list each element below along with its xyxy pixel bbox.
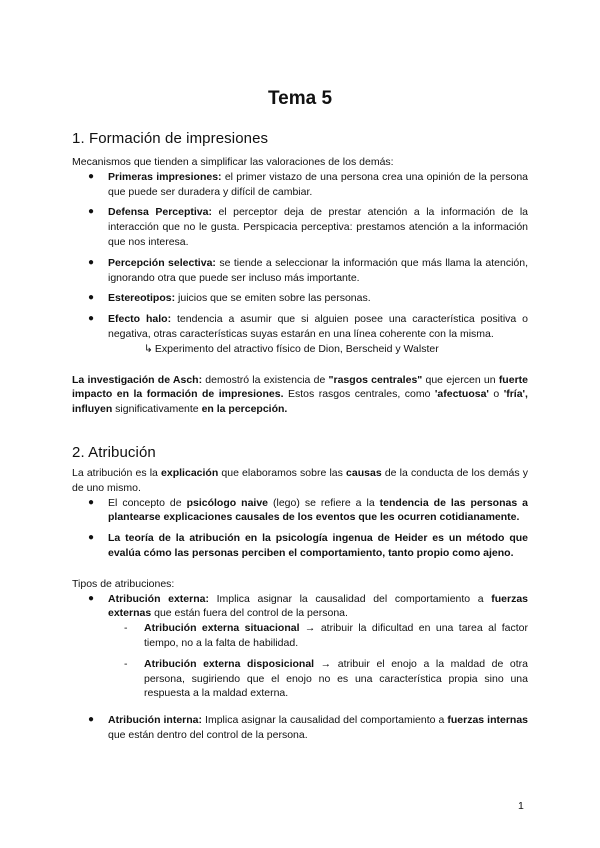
- intro-bold: explicación: [161, 467, 219, 479]
- item-bold: tendencia de las personas a plantearse explicaciones causales de los eventos que les ocurren cotidianamente.: [108, 496, 528, 524]
- sub-text: atribuir la dificultad en una tarea al factor tiempo, no a la falta de habilidad.: [144, 622, 528, 649]
- asch-bold: 'afectuosa': [434, 388, 489, 401]
- item-text: juicios que se emiten sobre las personas.: [175, 292, 371, 305]
- atribucion-list: [72, 496, 528, 561]
- bullet-icon: ●: [88, 496, 95, 508]
- list-item: [72, 657, 528, 701]
- return-arrow-icon: ↳: [144, 342, 153, 355]
- intro-bold: causas: [346, 467, 382, 479]
- types-list-2: [72, 713, 528, 743]
- sub-term: Atribución externa disposicional: [144, 657, 315, 670]
- item-text: Implica asignar la causalidad del comportamiento a: [202, 714, 448, 727]
- list-item: [72, 291, 528, 306]
- section2-body: [72, 466, 528, 743]
- item-term: Efecto halo:: [108, 313, 172, 326]
- asch-paragraph: [72, 373, 528, 417]
- bullet-icon: ●: [88, 170, 95, 182]
- item-text: que están fuera del control de la persona.: [151, 607, 348, 620]
- item-text: Implica asignar la causalidad del comportamiento a: [208, 592, 492, 605]
- list-item: [72, 713, 528, 743]
- bullet-icon: ●: [88, 592, 95, 604]
- bullet-icon: ●: [88, 532, 95, 544]
- list-item: [72, 205, 528, 249]
- item-text: el primer vistazo de una persona crea una opinión de la persona que puede ser duradera y difícil de cambiar.: [108, 170, 529, 198]
- externa-sublist: [72, 621, 528, 701]
- asch-text: o: [488, 388, 504, 401]
- bullet-icon: ●: [88, 714, 95, 726]
- list-item: [72, 496, 528, 526]
- intro-text: que elaboramos sobre las: [218, 467, 347, 479]
- page-title: Tema 5: [267, 88, 333, 109]
- dash-icon: -: [124, 657, 128, 670]
- types-label: Tipos de atribuciones:: [72, 577, 175, 590]
- list-item: [72, 531, 528, 561]
- asch-bold: fuerte impacto en la formación de impresiones.: [72, 373, 528, 401]
- item-text: tendencia a asumir que si alguien posee una característica positiva o negativa, otras características suyas estarán en una línea coherente con la misma.: [108, 313, 528, 340]
- section1-intro: Mecanismos que tienden a simplificar las valoraciones de los demás:: [72, 156, 394, 168]
- asch-bold: 'fría', influyen: [72, 388, 528, 416]
- bullet-icon: ●: [88, 313, 95, 325]
- list-item: [72, 621, 528, 651]
- sub-term: Atribución externa situacional: [144, 622, 300, 635]
- asch-text: que ejercen un: [422, 373, 499, 386]
- section1-body: [72, 155, 528, 417]
- list-item: [72, 256, 528, 286]
- bullet-icon: ●: [88, 206, 95, 218]
- item-bold: La teoría de la atribución en la psicología ingenua de Heider es un método que evalúa cómo las personas perciben el comportamiento, tanto propio como ajeno.: [108, 532, 528, 559]
- item-text: se tiende a seleccionar la información que más llama la atención, ignorando otra que puede ser incluso más importante.: [108, 256, 528, 284]
- asch-text: Estos rasgos centrales, como: [283, 388, 435, 401]
- halo-subnote-text: Experimento del atractivo físico de Dion, Berscheid y Walster: [154, 342, 439, 355]
- item-term: Primeras impresiones:: [108, 170, 222, 183]
- item-bold: fuerzas externas: [108, 592, 529, 620]
- bullet-icon: ●: [88, 256, 95, 268]
- item-bold: psicólogo naive: [186, 496, 269, 509]
- asch-text: demostró la existencia de: [202, 373, 329, 386]
- mechanisms-list: [72, 170, 528, 342]
- right-arrow-icon: →: [314, 657, 338, 670]
- item-text: El concepto de: [108, 496, 187, 509]
- section-heading-atribucion: 2. Atribución: [72, 444, 156, 461]
- section-heading-formacion: 1. Formación de impresiones: [72, 130, 269, 147]
- list-item: [72, 170, 528, 200]
- halo-subnote: [72, 342, 528, 357]
- dash-icon: -: [124, 622, 128, 635]
- item-term: Estereotipos:: [108, 292, 176, 305]
- item-term: Percepción selectiva:: [108, 256, 216, 269]
- types-list: [72, 592, 528, 622]
- item-term: Atribución interna:: [108, 714, 203, 727]
- item-text: que están dentro del control de la persona.: [108, 728, 308, 741]
- item-term: Atribución externa:: [108, 592, 209, 605]
- section2-intro: [72, 466, 528, 496]
- page-number: 1: [518, 800, 524, 812]
- asch-bold: "rasgos centrales": [328, 373, 423, 386]
- asch-term: La investigación de Asch:: [72, 373, 203, 386]
- item-text: (lego) se refiere a la: [268, 496, 380, 509]
- item-bold: fuerzas internas: [447, 714, 529, 727]
- intro-text: de la conducta de los demás y de uno mismo.: [72, 467, 529, 494]
- intro-text: La atribución es la: [72, 467, 162, 479]
- bullet-icon: ●: [88, 292, 95, 304]
- asch-bold: en la percepción.: [201, 403, 288, 416]
- right-arrow-icon: →: [299, 622, 321, 635]
- item-term: Defensa Perceptiva:: [108, 206, 212, 219]
- list-item: [72, 592, 528, 622]
- list-item: [72, 312, 528, 342]
- item-text: el perceptor deja de prestar atención a la información de la interacción que no le gusta. Perspicacia perceptiva: prestamos atención a la información que nos interesa.: [108, 206, 528, 248]
- sub-text: atribuir el enojo a la maldad de otra persona, sugiriendo que el enojo no es una característica propia sino una respuesta a la maldad externa.: [144, 657, 528, 700]
- asch-text: significativamente: [112, 403, 202, 416]
